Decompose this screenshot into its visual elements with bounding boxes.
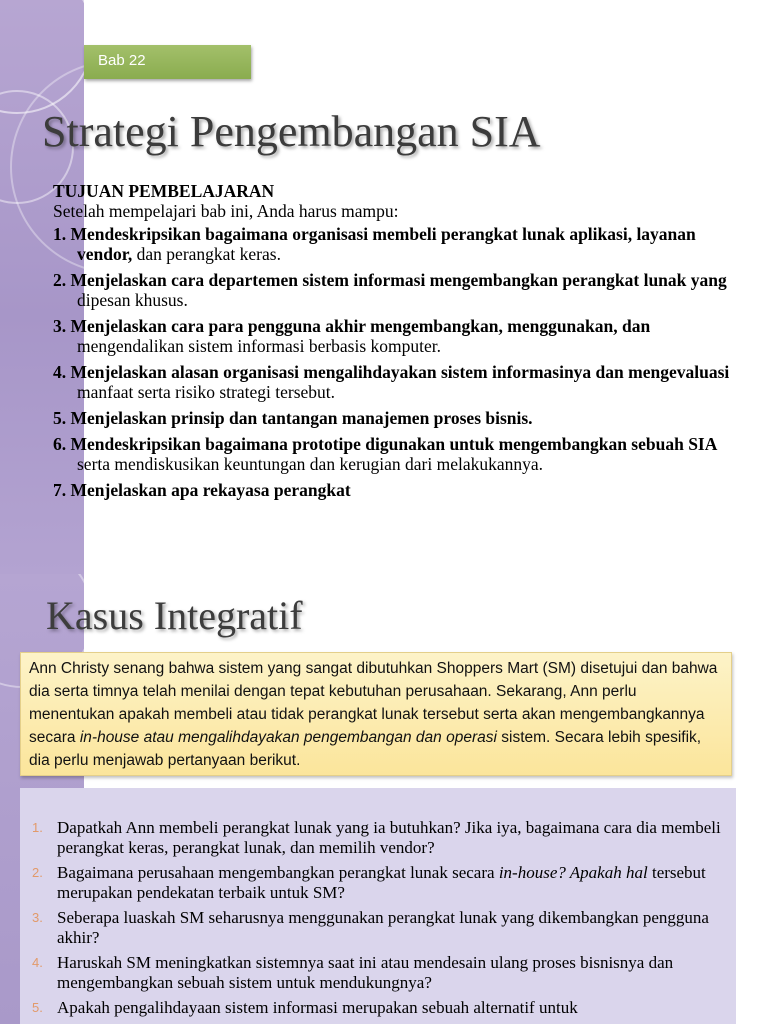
question-number: 3. [32,910,43,925]
slide-2 [0,574,768,1024]
case-description-box: Ann Christy senang bahwa sistem yang sangat dibutuhkan Shoppers Mart (SM) disetujui dan bahwa dia serta timnya telah menilai dengan tepat kebutuhan perusahaan. Sekarang, Ann perlu menentukan apakah membeli atau tidak perangkat lunak tersebut serta akan mengembangkannya secara in-house atau mengalihdayakan pengembangan dan operasi sistem. Secara lebih spesifik, dia perlu menjawab pertanyaan berikut. [20,652,732,776]
chapter-tab [84,45,251,79]
chapter-label: Bab 22 [98,52,146,69]
slide-title: Strategi Pengembangan SIA [42,107,541,156]
objective-item: 1. Mendeskripsikan bagaimana organisasi membeli perangkat lunak aplikasi, layanan vendor, dan perangkat keras. [53,224,696,264]
question-number: 5. [32,1000,43,1015]
objective-item: 2. Menjelaskan cara departemen sistem informasi mengembangkan perangkat lunak yang dipesan khusus. [53,270,727,310]
objective-item: 4. Menjelaskan alasan organisasi mengalihdayakan sistem informasinya dan mengevaluasi manfaat serta risiko strategi tersebut. [53,362,730,402]
objective-item: 7. Menjelaskan apa rekayasa perangkat [53,480,351,500]
question-item: 4. Haruskah SM meningkatkan sistemnya saat ini atau mendesain ulang proses bisnisnya dan mengembangkan sebuah sistem untuk mendukungnya? [32,953,674,992]
objective-item: 3. Menjelaskan cara para pengguna akhir mengembangkan, menggunakan, dan mengendalikan sistem informasi berbasis komputer. [53,316,651,356]
question-number: 4. [32,955,43,970]
question-item: 2. Bagaimana perusahaan mengembangkan perangkat lunak secara in-house? Apakah hal tersebut merupakan pendekatan terbaik untuk SM? [32,863,706,902]
questions-list [32,818,722,1023]
question-number: 1. [32,820,43,835]
question-item: 5. Apakah pengalihdayaan sistem informasi merupakan sebuah alternatif untuk [32,998,578,1017]
objectives-heading: TUJUAN PEMBELAJARAN [53,181,275,201]
question-item: 3. Seberapa luaskah SM seharusnya menggunakan perangkat lunak yang dikembangkan pengguna akhir? [32,908,709,947]
learning-objectives [53,181,753,506]
slide-title: Kasus Integratif [46,593,303,638]
question-number: 2. [32,865,43,880]
question-item: 1. Dapatkah Ann membeli perangkat lunak yang ia butuhkan? Jika iya, bagaimana cara dia membeli perangkat keras, perangkat lunak, dan memilih vendor? [32,818,721,857]
objective-item: 5. Menjelaskan prinsip dan tantangan manajemen proses bisnis. [53,408,533,428]
objectives-intro: Setelah mempelajari bab ini, Anda harus mampu: [53,201,399,221]
objective-item: 6. Mendeskripsikan bagaimana prototipe digunakan untuk mengembangkan sebuah SIA serta mendiskusikan keuntungan dan kerugian dari melakukannya. [53,434,718,474]
